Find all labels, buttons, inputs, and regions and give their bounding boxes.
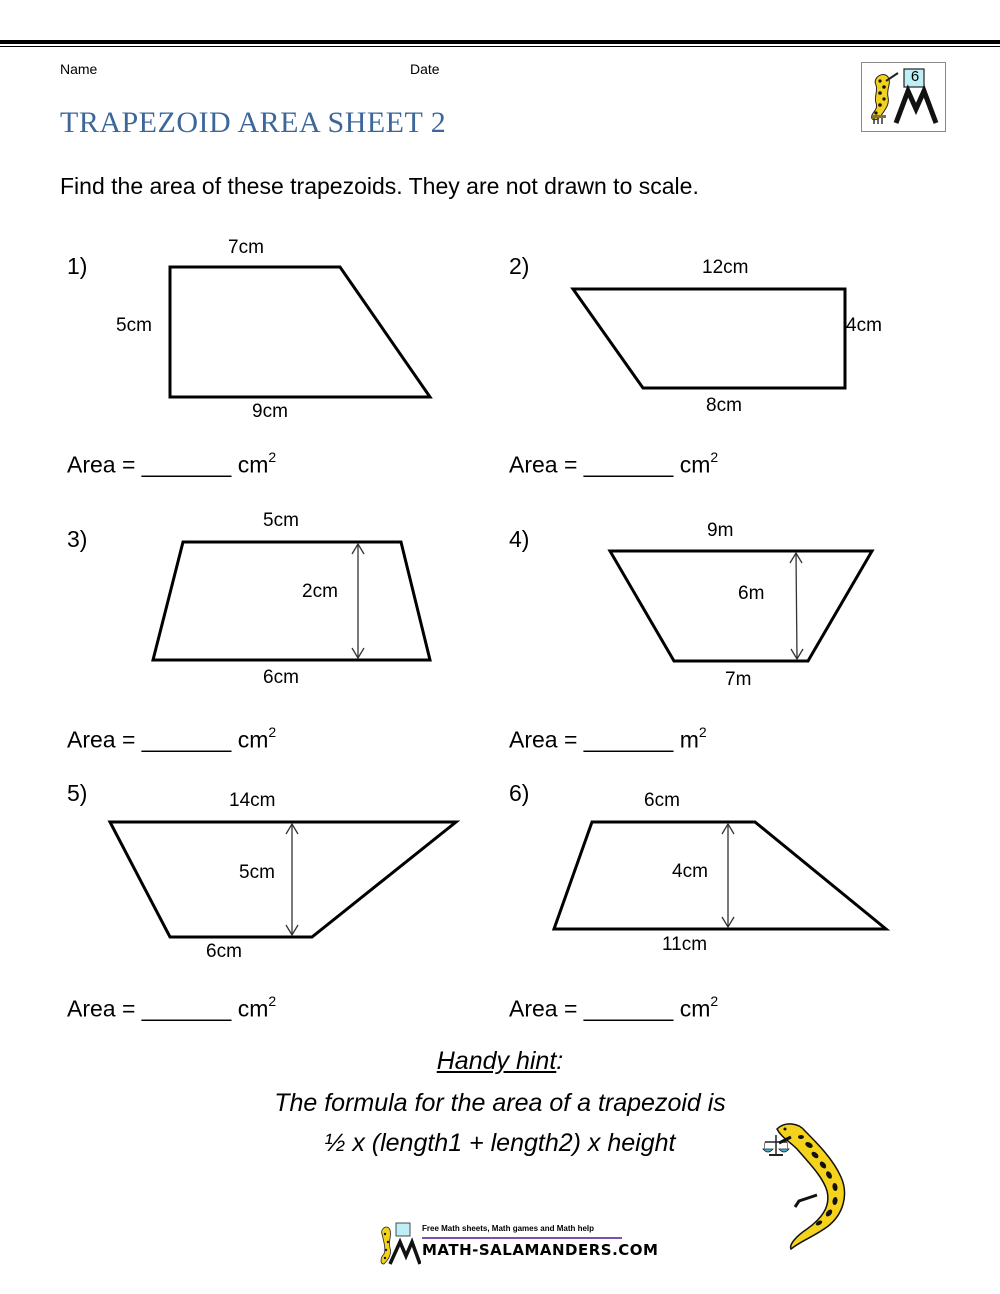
hint-formula: ½ x (length1 + length2) x height (324, 1129, 676, 1157)
trapezoid-4 (610, 551, 872, 661)
area-label: Area = _______ (67, 451, 238, 478)
area-unit: cm (237, 726, 269, 753)
area-label: Area = _______ (67, 726, 238, 753)
question-2-number: 2) (509, 253, 530, 279)
salamander-logo-icon (862, 63, 945, 131)
footer-brand[interactable]: MATH-SALAMANDERS.COM (422, 1241, 659, 1259)
area-exponent: 2 (710, 449, 719, 465)
question-6-area-answer[interactable] (509, 995, 718, 1023)
header-rule-thick (0, 40, 1000, 44)
question-5-number: 5) (67, 780, 88, 806)
date-label: Date (410, 61, 440, 77)
area-unit: cm (237, 451, 269, 478)
question-4-area-answer[interactable] (509, 726, 707, 754)
hint-title: Handy hint (436, 1047, 557, 1075)
instructions: Find the area of these trapezoids. They are not drawn to scale. (60, 173, 699, 199)
area-unit: cm (237, 995, 269, 1022)
trapezoid-3 (153, 542, 430, 660)
question-2-height: 4cm (846, 315, 882, 336)
grade-badge: 6 (910, 68, 920, 85)
area-exponent: 2 (268, 724, 277, 740)
question-4-bottom-length: 7m (725, 669, 752, 690)
question-6-top-length: 6cm (644, 790, 680, 811)
question-6-number: 6) (509, 780, 530, 806)
header-rule-thin (0, 46, 1000, 47)
question-2-bottom-length: 8cm (706, 395, 742, 416)
page-title: TRAPEZOID AREA SHEET 2 (60, 106, 447, 139)
salamander-scales-icon (755, 1115, 895, 1260)
question-4-number: 4) (509, 526, 530, 552)
hint-heading (0, 1047, 1000, 1076)
question-3-top-length: 5cm (263, 510, 299, 531)
question-3-height: 2cm (302, 581, 338, 602)
trapezoid-5 (110, 822, 456, 937)
name-label: Name (60, 61, 98, 77)
trapezoid-2 (573, 289, 845, 388)
question-3-number: 3) (67, 526, 88, 552)
question-1-top-length: 7cm (228, 237, 264, 258)
question-4-top-length: 9m (707, 520, 734, 541)
area-label: Area = _______ (509, 995, 680, 1022)
question-1-bottom-length: 9cm (252, 401, 288, 422)
question-1-number: 1) (67, 253, 88, 279)
question-4-height: 6m (738, 583, 765, 604)
trapezoid-1 (170, 267, 430, 397)
question-1-height: 5cm (116, 315, 152, 336)
question-2-top-length: 12cm (702, 257, 749, 278)
area-exponent: 2 (268, 449, 277, 465)
question-5-bottom-length: 6cm (206, 941, 242, 962)
area-label: Area = _______ (67, 995, 238, 1022)
hint-colon: : (556, 1047, 564, 1075)
footer-divider (422, 1237, 622, 1239)
hint-line-1: The formula for the area of a trapezoid is (274, 1089, 726, 1117)
area-label: Area = _______ (509, 451, 680, 478)
footer-logo (376, 1220, 659, 1266)
question-5-height: 5cm (239, 862, 275, 883)
area-exponent: 2 (698, 724, 707, 740)
question-5-top-length: 14cm (229, 790, 276, 811)
area-unit: cm (679, 995, 711, 1022)
question-6-height: 4cm (672, 861, 708, 882)
trapezoid-6 (554, 822, 886, 929)
question-2-area-answer[interactable] (509, 451, 718, 479)
question-3-bottom-length: 6cm (263, 667, 299, 688)
area-unit: m (679, 726, 699, 753)
footer-salamander-icon (376, 1220, 421, 1266)
area-exponent: 2 (268, 993, 277, 1009)
question-1-area-answer[interactable] (67, 451, 276, 479)
question-6-bottom-length: 11cm (662, 934, 708, 955)
area-label: Area = _______ (509, 726, 680, 753)
grade-logo (861, 62, 946, 132)
area-unit: cm (679, 451, 711, 478)
footer-tagline: Free Math sheets, Math games and Math help (422, 1224, 595, 1233)
question-3-area-answer[interactable] (67, 726, 276, 754)
question-5-area-answer[interactable] (67, 995, 276, 1023)
area-exponent: 2 (710, 993, 719, 1009)
